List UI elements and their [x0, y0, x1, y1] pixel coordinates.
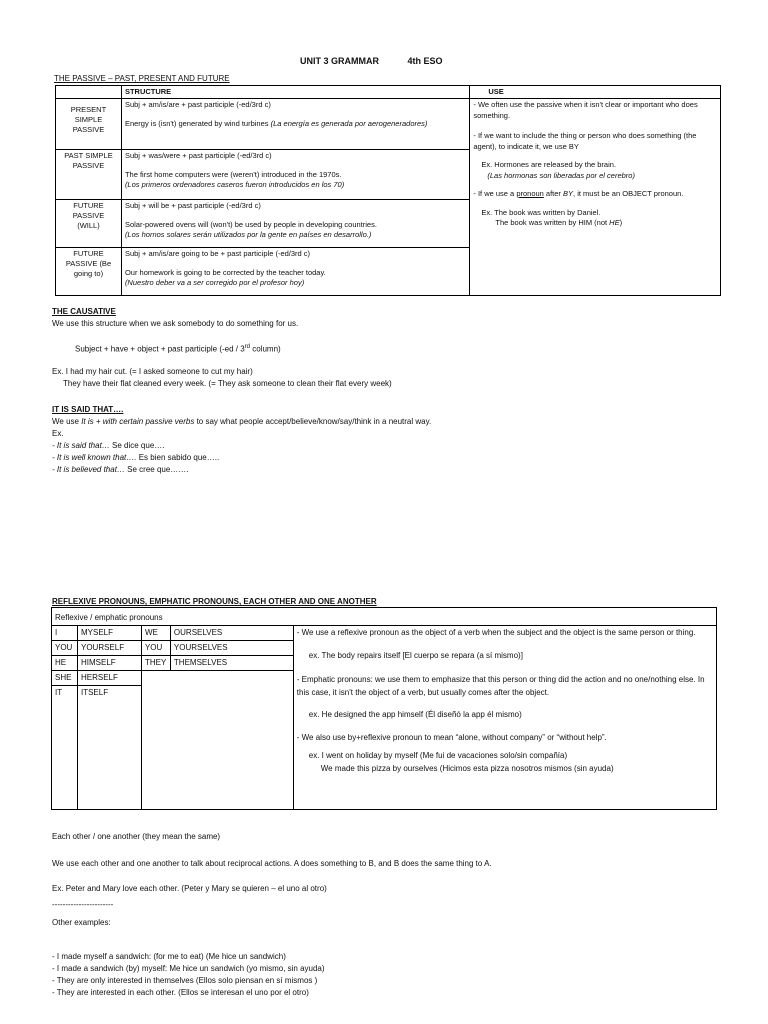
- label-line: going to): [73, 269, 104, 278]
- pronoun-reflexive: YOURSELF: [77, 641, 141, 656]
- pronoun-reflexive: THEMSELVES: [170, 656, 293, 671]
- formula: Subj + am/is/are going to be + past participle (-ed/3rd c): [124, 249, 311, 258]
- each-other-explanation: We use each other and one another to talk about reciprocal actions. A does something to B, and B does the same thing to A.: [52, 859, 492, 868]
- text: column): [250, 344, 281, 354]
- pronoun-subject: I: [52, 626, 78, 641]
- causative-heading: THE CAUSATIVE: [52, 307, 116, 316]
- pronoun-subject: WE: [141, 626, 170, 641]
- each-other-example: Ex. Peter and Mary love each other. (Peter y Mary se quieren – el uno al otro): [52, 884, 327, 893]
- reflexive-note-2: - Emphatic pronouns: we use them to emphasize that this person or thing did the action and no one/nothing else. In this case, it isn't the object of a verb, but usually comes after the object.: [296, 675, 705, 697]
- text: - It is well known that….: [52, 453, 137, 462]
- formula: Subj + was/were + past participle (-ed/3rd c): [124, 151, 272, 160]
- use-example-2: Ex. The book was written by Daniel.: [481, 207, 601, 217]
- translation: (Nuestro deber va a ser corregido por el profesor hoy): [124, 278, 305, 287]
- each-other-title: Each other / one another (they mean the same): [52, 832, 221, 841]
- text: ): [619, 218, 623, 227]
- pronoun-subject: IT: [52, 686, 78, 810]
- row-label-past: [56, 150, 122, 200]
- example-text: Energy is (isn't) generated by wind turbines: [124, 119, 269, 128]
- label-line: (WILL): [77, 221, 100, 230]
- label-line: PASSIVE: [72, 161, 105, 170]
- pronoun-subject: SHE: [52, 671, 78, 686]
- reflexive-example-3b: We made this pizza by ourselves (Hicimos esta pizza nosotros mismos (sin ayuda): [320, 763, 614, 773]
- text: - It is believed that…: [52, 465, 125, 474]
- text: , it must be an OBJECT pronoun.: [573, 189, 684, 198]
- use-example-1-translation: (Las hormonas son liberadas por el cerebro): [487, 170, 635, 180]
- reflexive-example-2: ex. He designed the app himself (Él diseñó la app él mismo): [308, 710, 522, 719]
- it-is-said-intro: [52, 416, 431, 427]
- use-note-3: [473, 189, 717, 200]
- use-example-2b: [473, 218, 717, 229]
- example: [125, 119, 466, 129]
- label-line: SIMPLE PASSIVE: [72, 115, 105, 134]
- label-line: FUTURE: [73, 201, 104, 210]
- example-text: The first home computers were (weren't) introduced in the 1970s.: [124, 170, 342, 179]
- text: Se dice que….: [109, 441, 165, 450]
- label-line: PAST SIMPLE: [64, 151, 113, 160]
- reflexive-heading: REFLEXIVE PRONOUNS, EMPHATIC PRONOUNS, EACH OTHER AND ONE ANOTHER: [52, 597, 377, 606]
- divider: -----------------------: [52, 900, 114, 909]
- reflexive-note-1: - We use a reflexive pronoun as the object of a verb when the subject and the object is the same person or thing.: [296, 628, 696, 637]
- structure-cell-future-going-to: [121, 248, 469, 296]
- text: to say what people accept/believe/know/say/think in a neutral way.: [194, 417, 432, 426]
- translation: (La energía es generada por aerogeneradores): [270, 119, 428, 128]
- pronoun-reflexive: OURSELVES: [170, 626, 293, 641]
- row-label-present: [56, 99, 122, 150]
- causative-formula: [75, 342, 281, 355]
- label-line: FUTURE: [73, 249, 104, 258]
- causative-example-2: They have their flat cleaned every week. (= They ask someone to clean their flat every week): [63, 379, 392, 388]
- use-header: USE: [470, 86, 721, 99]
- it-is-said-line: [52, 452, 219, 463]
- use-cell: [470, 99, 721, 296]
- superscript: rd: [244, 344, 250, 350]
- text: The book was written by HIM (not: [495, 218, 610, 227]
- pronoun-subject: HE: [52, 656, 78, 671]
- text: - If we use a: [473, 189, 517, 198]
- pronoun-reflexive: MYSELF: [77, 626, 141, 641]
- structure-cell-present: [121, 99, 469, 150]
- text: Subject + have + object + past participle (-ed / 3: [75, 344, 245, 354]
- label-line: PASSIVE (Be: [65, 259, 112, 268]
- pronoun-reflexive: YOURSELVES: [170, 641, 293, 656]
- it-is-said-ex-label: Ex.: [52, 429, 64, 438]
- label-line: PRESENT: [70, 105, 107, 114]
- use-example-1: Ex. Hormones are released by the brain.: [481, 160, 617, 169]
- structure-cell-past: [121, 150, 469, 200]
- passive-table: [55, 85, 721, 296]
- text: Es bien sabido que…..: [136, 453, 220, 462]
- translation: (Los primeros ordenadores caseros fueron introducidos en los 70): [124, 180, 345, 189]
- pronoun-subject: THEY: [141, 656, 170, 671]
- other-example: - I made a sandwich (by) myself: Me hice un sandwich (yo mismo, sin ayuda): [52, 964, 325, 973]
- pronoun-subject: YOU: [141, 641, 170, 656]
- use-note-2: - If we want to include the thing or person who does something (the agent), to indicate it, we use BY: [473, 131, 697, 151]
- other-example: - They are only interested in themselves (Ellos solo piensan en sí mismos ): [52, 976, 318, 985]
- label-line: PASSIVE: [72, 211, 105, 220]
- it-is-said-line: [52, 440, 165, 451]
- text: - It is said that…: [52, 441, 110, 450]
- translation: (Los hornos solares serán utilizados por la gente en países en desarrollo.): [124, 230, 372, 239]
- reflexive-table-title: Reflexive / emphatic pronouns: [52, 608, 717, 626]
- text: Se cree que…….: [124, 465, 189, 474]
- row-label-future-going-to: [56, 248, 122, 296]
- causative-example-1: Ex. I had my hair cut. (= I asked someone to cut my hair): [52, 367, 253, 376]
- reflexive-note-3: - We also use by+reflexive pronoun to mean “alone, without company” or “without help”.: [296, 732, 607, 742]
- pronoun-reflexive: HERSELF: [77, 671, 141, 686]
- other-example: - They are interested in each other. (Ellos se interesan el uno por el otro): [52, 988, 309, 997]
- text: BY: [563, 189, 574, 198]
- reflexive-table: [51, 607, 717, 810]
- structure-header: STRUCTURE: [121, 86, 469, 99]
- text: after: [543, 189, 564, 198]
- text: HE: [609, 218, 620, 227]
- title-text: UNIT 3 GRAMMAR: [300, 56, 379, 66]
- text: pronoun: [516, 189, 544, 198]
- use-note-1: - We often use the passive when it isn't clear or important who does something.: [473, 100, 698, 120]
- it-is-said-heading: IT IS SAID THAT….: [52, 405, 124, 414]
- empty-pronoun-cell: [141, 671, 293, 810]
- example-text: Solar-powered ovens will (won't) be used by people in developing countries.: [124, 220, 377, 229]
- pronoun-reflexive: HIMSELF: [77, 656, 141, 671]
- formula: Subj + am/is/are + past participle (-ed/3rd c): [124, 100, 271, 109]
- formula: Subj + will be + past participle (-ed/3rd c): [124, 201, 261, 210]
- text: We use: [52, 417, 82, 426]
- pronoun-subject: YOU: [52, 641, 78, 656]
- reflexive-example-1: ex. The body repairs itself [El cuerpo se repara (a sí mismo)]: [308, 650, 523, 660]
- title-level: 4th ESO: [407, 56, 443, 66]
- other-example: - I made myself a sandwich: (for me to eat) (Me hice un sandwich): [52, 952, 286, 961]
- structure-cell-future-will: [121, 200, 469, 248]
- row-label-future-will: [56, 200, 122, 248]
- other-examples-title: Other examples:: [52, 918, 111, 927]
- reflexive-notes: [293, 626, 716, 810]
- it-is-said-line: [52, 464, 189, 475]
- reflexive-example-3: ex. I went on holiday by myself (Me fui de vacaciones solo/sin compañía): [308, 751, 568, 760]
- causative-intro: We use this structure when we ask somebody to do something for us.: [52, 319, 299, 328]
- pronoun-reflexive: ITSELF: [77, 686, 141, 810]
- passive-heading: THE PASSIVE – PAST, PRESENT AND FUTURE: [54, 74, 230, 83]
- text: It is + with certain passive verbs: [81, 417, 195, 426]
- page-title: [300, 55, 443, 67]
- empty-header-cell: [56, 86, 122, 99]
- example-text: Our homework is going to be corrected by the teacher today.: [124, 268, 326, 277]
